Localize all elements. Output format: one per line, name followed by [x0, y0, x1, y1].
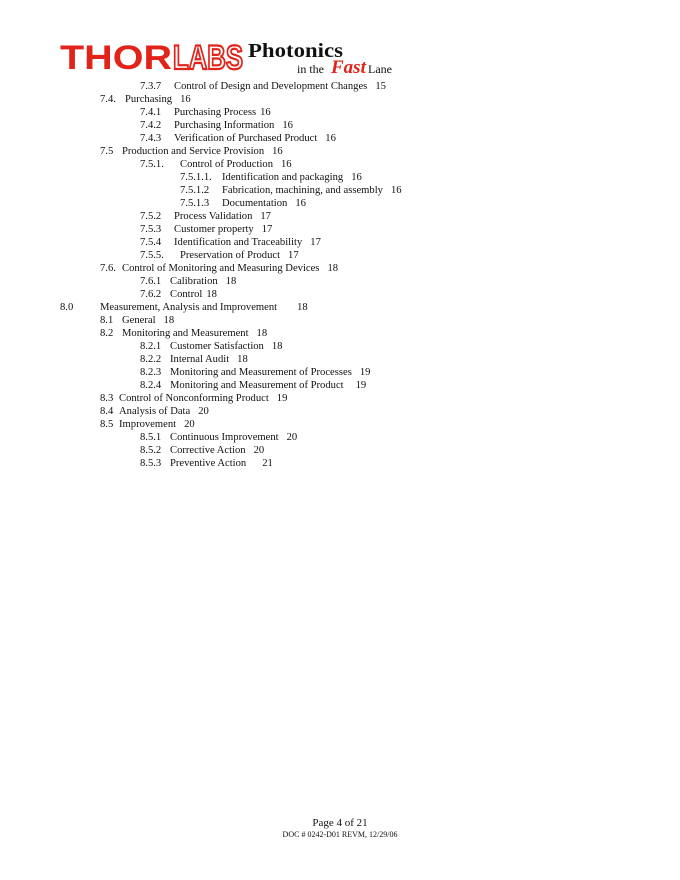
toc-entry-text: [122, 314, 174, 327]
logo-brand-red: LABS: [173, 39, 243, 77]
toc-entry-text: [174, 80, 386, 93]
toc-entry-title: Control of Nonconforming Product: [119, 393, 269, 404]
toc-entry-text: [170, 340, 282, 353]
toc-entry[interactable]: [0, 327, 680, 340]
toc-entry-text: [170, 366, 370, 379]
toc-entry-number: 7.6.2: [140, 289, 162, 300]
toc-entry-number: 8.5.1: [140, 432, 162, 443]
toc-entry[interactable]: [0, 366, 680, 379]
toc-entry-text: [122, 262, 338, 275]
toc-entry-title: Purchasing: [125, 94, 173, 105]
toc-entry-text: [170, 288, 217, 301]
toc-entry[interactable]: [0, 275, 680, 288]
toc-entry-title: Purchasing Process: [174, 107, 257, 118]
toc-entry-title: Documentation: [222, 198, 288, 209]
toc-entry-text: [125, 93, 191, 106]
page-number: Page 4 of 21: [312, 817, 368, 829]
toc-entry-text: [119, 405, 209, 418]
toc-entry-text: [174, 119, 293, 132]
toc-entry-page: 16: [351, 172, 362, 183]
toc-entry-page: 15: [375, 81, 386, 92]
toc-entry-page: 17: [310, 237, 321, 248]
logo-tagline-in: in the: [297, 62, 324, 76]
toc-entry-page: 18: [225, 276, 237, 287]
toc-entry-text: [222, 184, 402, 197]
toc-entry-page: 19: [359, 367, 371, 378]
toc-entry-title: Monitoring and Measurement of Processes: [170, 367, 352, 378]
toc-entry-title: Control: [170, 289, 203, 300]
toc-entry-page: 20: [184, 419, 195, 430]
toc-entry[interactable]: [0, 314, 680, 327]
toc-entry[interactable]: [0, 145, 680, 158]
toc-entry-text: [170, 353, 248, 366]
toc-entry[interactable]: [0, 379, 680, 392]
toc-entry-number: 7.6.: [100, 263, 116, 274]
toc-entry[interactable]: [0, 288, 680, 301]
toc-entry-page: 18: [271, 341, 283, 352]
toc-entry-title: Measurement, Analysis and Improvement: [100, 302, 278, 313]
toc-entry[interactable]: [0, 184, 680, 197]
toc-entry-number: 8.2: [100, 328, 114, 339]
toc-entry-page: 16: [295, 198, 306, 209]
toc-entry-number: 8.4: [100, 406, 114, 417]
toc-entry-page: 18: [256, 328, 268, 339]
toc-entry-text: [100, 301, 308, 314]
logo-brand-black: THOR: [60, 39, 172, 77]
toc-entry-number: 8.5: [100, 419, 114, 430]
toc-entry-number: 8.0: [60, 302, 74, 313]
toc-entry-title: Purchasing Information: [174, 120, 275, 131]
toc-entry-title: Identification and Traceability: [174, 237, 303, 248]
toc-entry-title: Production and Service Provision: [122, 146, 265, 157]
toc-entry-number: 8.2.2: [140, 354, 162, 365]
toc-entry[interactable]: [0, 353, 680, 366]
toc-entry-title: Corrective Action: [170, 445, 246, 456]
toc-entry[interactable]: [0, 80, 680, 93]
logo-tagline-lane: Lane: [368, 62, 392, 76]
toc-entry[interactable]: [0, 132, 680, 145]
toc-entry-number: 7.4.: [100, 94, 116, 105]
thorlabs-logo: [60, 38, 400, 78]
toc-entry-text: [174, 106, 271, 119]
toc-entry-title: General: [122, 315, 156, 326]
toc-entry-title: Process Validation: [174, 211, 253, 222]
toc-entry-text: [174, 132, 336, 145]
toc-entry-number: 7.5.1.2: [180, 185, 210, 196]
toc-entry-number: 7.5.1.: [140, 159, 164, 170]
toc-entry-text: [122, 145, 283, 158]
toc-entry-title: Control of Production: [180, 159, 273, 170]
toc-entry-title: Calibration: [170, 276, 218, 287]
toc-entry-number: 8.2.4: [140, 380, 162, 391]
toc-entry-page: 16: [281, 159, 292, 170]
toc-entry-page: 16: [325, 133, 336, 144]
toc-entry[interactable]: [0, 236, 680, 249]
toc-entry-number: 7.5: [100, 146, 114, 157]
toc-entry[interactable]: [0, 392, 680, 405]
toc-entry-title: Monitoring and Measurement of Product: [170, 380, 344, 391]
toc-entry-title: Analysis of Data: [119, 406, 191, 417]
toc-entry-text: [174, 210, 271, 223]
toc-entry-page: 19: [355, 380, 367, 391]
toc-entry-number: 8.5.3: [140, 458, 162, 469]
toc-entry-page: 16: [282, 120, 293, 131]
toc-entry-number: 8.1: [100, 315, 114, 326]
toc-entry-number: 7.5.4: [140, 237, 162, 248]
toc-entry-title: Identification and packaging: [222, 172, 344, 183]
toc-entry-number: 7.3.7: [140, 81, 162, 92]
toc-entry-text: [222, 171, 362, 184]
toc-entry-text: [174, 223, 272, 236]
logo-tagline-fast: Fast: [331, 57, 366, 78]
toc-entry-title: Verification of Purchased Product: [174, 133, 318, 144]
toc-entry-text: [180, 249, 299, 262]
toc-entry[interactable]: [0, 249, 680, 262]
toc-entry[interactable]: [0, 106, 680, 119]
toc-entry-title: Internal Audit: [170, 354, 230, 365]
toc-entry-number: 8.3: [100, 393, 114, 404]
toc-entry-page: 16: [272, 146, 283, 157]
toc-entry-page: 19: [276, 393, 288, 404]
toc-entry-number: 7.5.2: [140, 211, 162, 222]
toc-entry-page: 20: [253, 445, 265, 456]
toc-entry-text: [119, 418, 195, 431]
toc-entry[interactable]: [0, 262, 680, 275]
toc-entry-number: 7.5.3: [140, 224, 162, 235]
toc-entry-title: Control of Design and Development Changes: [174, 81, 368, 92]
toc-entry-title: Control of Monitoring and Measuring Devices: [122, 263, 320, 274]
toc-entry-text: [170, 275, 236, 288]
toc-entry-number: 7.5.5.: [140, 250, 164, 261]
toc-entry[interactable]: [0, 444, 680, 457]
toc-entry-page: 21: [262, 458, 273, 469]
toc-entry[interactable]: [0, 171, 680, 184]
toc-entry[interactable]: [0, 158, 680, 171]
toc-entry-page: 18: [206, 289, 217, 300]
toc-entry[interactable]: [0, 340, 680, 353]
toc-entry[interactable]: [0, 301, 680, 314]
toc-entry-text: [174, 236, 321, 249]
toc-entry-number: 7.6.1: [140, 276, 162, 287]
toc-entry-title: Preventive Action: [170, 458, 247, 469]
toc-entry[interactable]: [0, 93, 680, 106]
toc-entry-text: [119, 392, 287, 405]
logo-tagline-main: Photonics: [248, 40, 344, 62]
toc-entry-title: Customer Satisfaction: [170, 341, 264, 352]
toc-entry[interactable]: [0, 210, 680, 223]
document-id: DOC # 0242-D01 REVM, 12/29/06: [282, 830, 398, 839]
toc-entry-title: Monitoring and Measurement: [122, 328, 249, 339]
toc-entry-page: 16: [180, 94, 191, 105]
toc-entry-title: Continuous Improvement: [170, 432, 279, 443]
toc-entry-page: 20: [286, 432, 298, 443]
toc-entry-text: [170, 431, 297, 444]
toc-entry-page: 17: [261, 224, 273, 235]
toc-entry-title: Preservation of Product: [180, 250, 281, 261]
toc-entry-page: 18: [327, 263, 339, 274]
toc-entry[interactable]: [0, 431, 680, 444]
toc-entry-text: [180, 158, 292, 171]
toc-entry-text: [170, 457, 273, 470]
toc-entry-page: 18: [297, 302, 308, 313]
toc-entry-number: 7.4.2: [140, 120, 162, 131]
toc-entry-page: 17: [288, 250, 299, 261]
toc-entry-text: [170, 444, 264, 457]
toc-entry-title: Customer property: [174, 224, 254, 235]
toc-entry-number: 8.2.3: [140, 367, 162, 378]
toc-entry-page: 16: [260, 107, 271, 118]
toc-entry-number: 7.5.1.3: [180, 198, 210, 209]
toc-entry-text: [122, 327, 267, 340]
toc-entry[interactable]: [0, 457, 680, 470]
toc-entry[interactable]: [0, 418, 680, 431]
toc-entry-page: 18: [163, 315, 175, 326]
toc-entry-title: Fabrication, machining, and assembly: [222, 185, 383, 196]
toc-entry-page: 16: [390, 185, 402, 196]
toc-entry-number: 7.4.1: [140, 107, 162, 118]
toc-entry-number: 8.5.2: [140, 445, 162, 456]
toc-entry-title: Improvement: [119, 419, 177, 430]
toc-entry[interactable]: [0, 223, 680, 236]
toc-entry-number: 8.2.1: [140, 341, 162, 352]
toc-entry-text: [222, 197, 306, 210]
toc-entry[interactable]: [0, 119, 680, 132]
toc-entry-text: [170, 379, 366, 392]
toc-entry-page: 17: [260, 211, 271, 222]
toc-entry-page: 18: [237, 354, 248, 365]
toc-entry[interactable]: [0, 197, 680, 210]
toc-entry-number: 7.4.3: [140, 133, 162, 144]
toc-entry[interactable]: [0, 405, 680, 418]
toc-entry-page: 20: [198, 406, 209, 417]
toc-entry-number: 7.5.1.1.: [180, 172, 212, 183]
